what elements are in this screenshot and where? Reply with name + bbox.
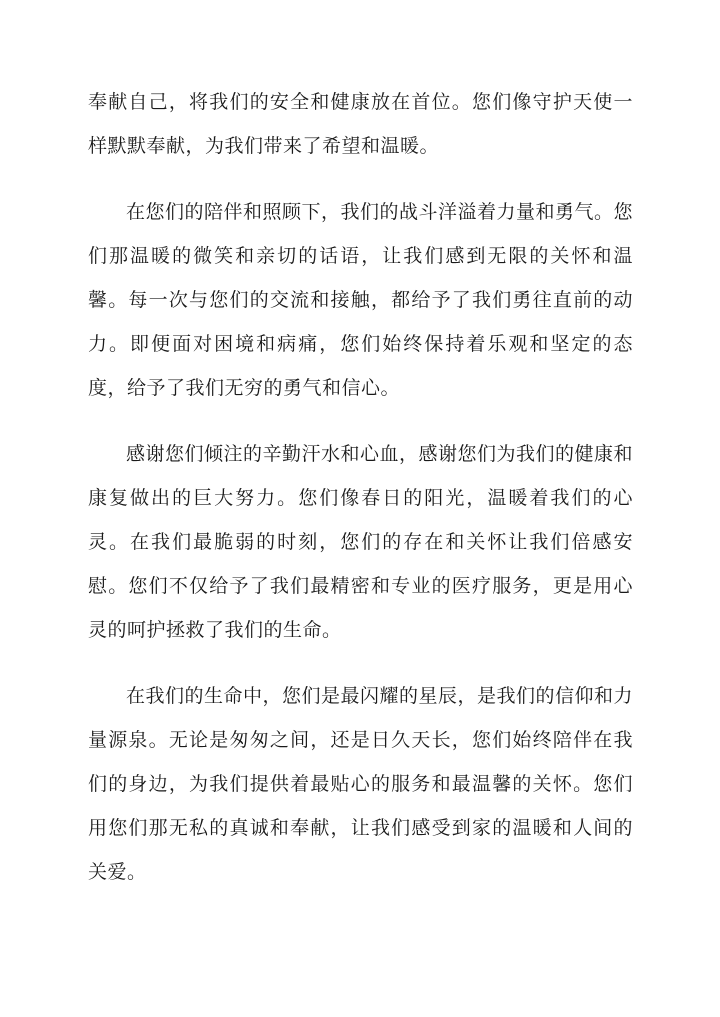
body-text: [88, 80, 633, 916]
paragraph-2: 在您们的陪伴和照顾下，我们的战斗洋溢着力量和勇气。您们那温暖的微笑和亲切的话语，让我们感到无限的关怀和温馨。每一次与您们的交流和接触，都给予了我们勇往直前的动力。即便面对困境和病痛，您们始终保持着乐观和坚定的态度，给予了我们无穷的勇气和信心。: [88, 201, 634, 399]
paragraph-3: 感谢您们倾注的辛勤汗水和心血，感谢您们为我们的健康和康复做出的巨大努力。您们像春日的阳光，温暖着我们的心灵。在我们最脆弱的时刻，您们的存在和关怀让我们倍感安慰。您们不仅给予了我们最精密和专业的医疗服务，更是用心灵的呵护拯救了我们的生命。: [88, 443, 634, 641]
paragraph-1: 奉献自己，将我们的安全和健康放在首位。您们像守护天使一样默默奉献，为我们带来了希望和温暖。: [88, 91, 633, 157]
paragraph-4: 在我们的生命中，您们是最闪耀的星辰，是我们的信仰和力量源泉。无论是匆匆之间，还是日久天长，您们始终陪伴在我们的身边，为我们提供着最贴心的服务和最温馨的关怀。您们用您们那无私的真诚和奉献，让我们感受到家的温暖和人间的关爱。: [88, 685, 634, 883]
